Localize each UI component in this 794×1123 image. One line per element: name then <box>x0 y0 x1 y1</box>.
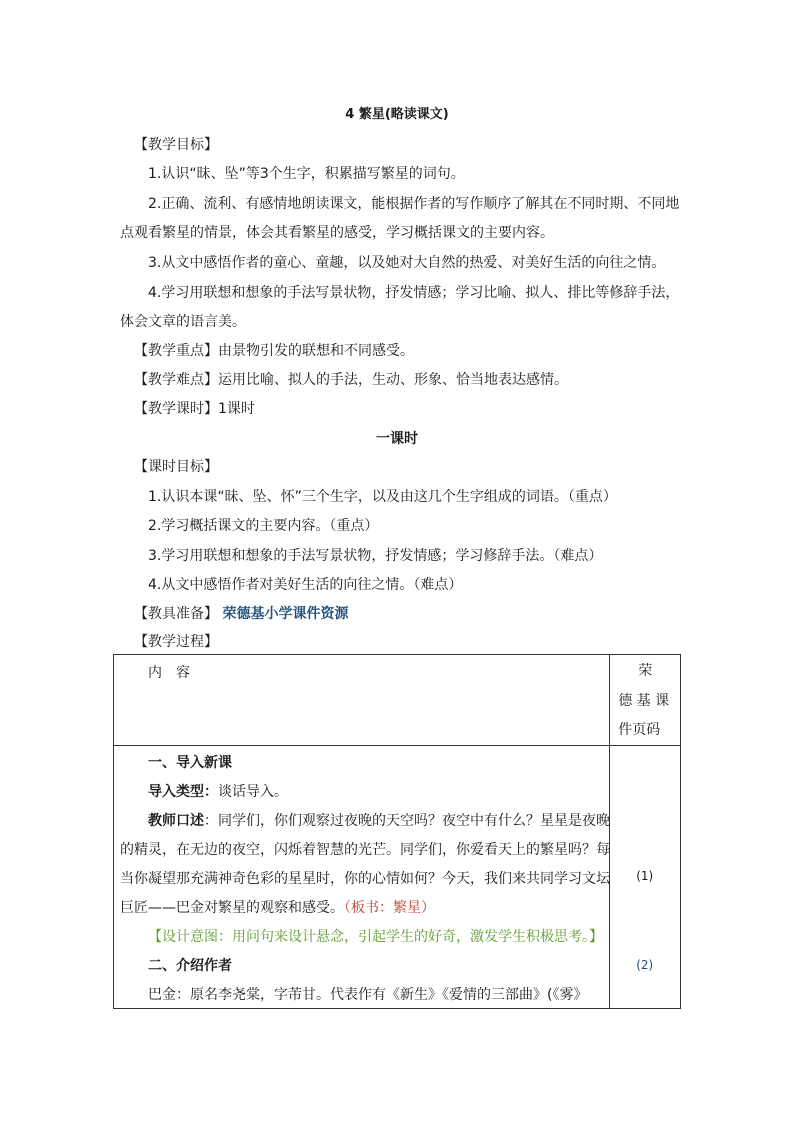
preparation-label: 【教具准备】 <box>134 606 218 622</box>
section1-title: 一、导入新课 <box>148 755 232 771</box>
intro-type-label: 导入类型： <box>148 784 218 800</box>
teacher-label: 教师口述 <box>148 813 204 829</box>
teacher-line: 当你凝望那充满神奇色彩的星星时，你的心情如何？今天，我们来共同学习文坛 <box>120 871 610 887</box>
page-code: (1) <box>636 869 654 883</box>
teacher-text: ：同学们，你们观察过夜晚的天空吗？夜空中有什么？星星是夜晚 <box>204 813 610 829</box>
objectives-heading: 【教学目标】 <box>134 137 218 153</box>
key-point-label: 【教学重点】 <box>134 343 218 359</box>
process-heading: 【教学过程】 <box>134 634 218 650</box>
preparation-text: 荣德基小学课件资源 <box>222 606 349 622</box>
session-objective-item: 4.从文中感悟作者对美好生活的向往之情。（难点） <box>148 577 463 593</box>
page-title: 4 繁星(略读课文) <box>345 107 449 122</box>
preparation <box>134 604 348 624</box>
content-header: 内 容 <box>148 665 190 681</box>
key-point <box>134 341 414 361</box>
page-header-cell <box>610 655 681 746</box>
session-objective-item: 1.认识本课“昧、坠、怀”三个生字，以及由这几个生字组成的词语。（重点） <box>148 489 617 505</box>
teacher-line: 的精灵，在无边的夜空，闪烁着智慧的光芒。同学们，你爱看天上的繁星吗？每 <box>120 842 610 858</box>
process-table <box>113 654 681 1009</box>
table-body-row <box>114 746 681 1009</box>
objective-item: 体会文章的语言美。 <box>120 314 246 330</box>
objective-item: 3.从文中感悟作者的童心、童趣，以及她对大自然的热爱、对美好生活的向往之情。 <box>148 255 666 271</box>
session-objective-item: 3.学习用联想和想象的手法写景状物，抒发情感；学习修辞手法。（难点） <box>148 548 603 564</box>
page-header-line: 荣 <box>638 663 653 679</box>
intro-type <box>148 782 288 802</box>
board-note: （板书：繁星） <box>344 900 435 916</box>
lesson-time-label: 【教学课时】 <box>134 401 218 417</box>
page-body-cell <box>610 746 681 1009</box>
objective-item: 4.学习用联想和想象的手法写景状物，抒发情感；学习比喻、拟人、排比等修辞手法， <box>148 285 680 301</box>
session-title: 一课时 <box>376 431 418 447</box>
lesson-time <box>134 399 255 419</box>
intro-type-text: 谈话导入。 <box>218 784 288 800</box>
objective-item: 点观看繁星的情景，体会其看繁星的感受，学习概括课文的主要内容。 <box>120 225 554 241</box>
section2-title: 二、介绍作者 <box>148 958 232 974</box>
session-objective-item: 2.学习概括课文的主要内容。（重点） <box>148 518 379 534</box>
objective-item: 2.正确、流利、有感情地朗读课文，能根据作者的写作顺序了解其在不同时期、不同地 <box>148 196 680 212</box>
page-header-line: 德 基 课 <box>618 693 670 709</box>
teacher-text: 巨匠——巴金对繁星的观察和感受。 <box>120 900 344 916</box>
difficulty <box>134 370 568 390</box>
session-objectives-heading: 【课时目标】 <box>134 459 218 475</box>
key-point-text: 由景物引发的联想和不同感受。 <box>218 343 414 359</box>
content-body-cell <box>114 746 610 1009</box>
objective-item: 1.认识“昧、坠”等3个生字，积累描写繁星的词句。 <box>148 166 465 182</box>
difficulty-text: 运用比喻、拟人的手法，生动、形象、恰当地表达感情。 <box>218 372 568 388</box>
lesson-time-text: 1课时 <box>218 401 255 417</box>
design-note: 【设计意图：用问句来设计悬念，引起学生的好奇，激发学生积极思考。】 <box>148 929 603 945</box>
page-code: (2) <box>636 958 654 972</box>
table-header-row <box>114 655 681 746</box>
teacher-line <box>148 811 610 831</box>
content-header-cell <box>114 655 610 746</box>
author-line: 巴金：原名李尧棠，字芾甘。代表作有《新生》《爱情的三部曲》(《雾》 <box>148 987 588 1003</box>
teacher-line <box>120 898 435 918</box>
difficulty-label: 【教学难点】 <box>134 372 218 388</box>
page-header-line: 件页码 <box>618 722 661 738</box>
